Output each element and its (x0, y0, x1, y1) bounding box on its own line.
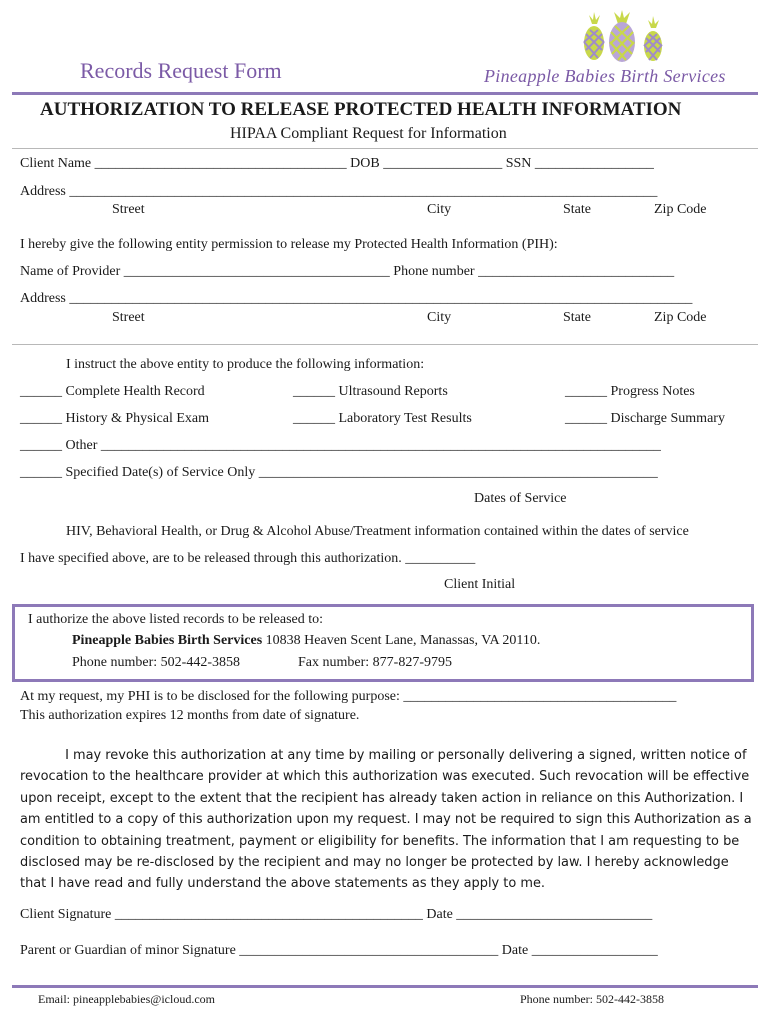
recipient-phone: Phone number: 502-442-3858 (72, 655, 240, 670)
client-signature-line[interactable]: Client Signature ____________________________________________ Date ____________________________ (20, 907, 653, 922)
client-address-line[interactable]: Address ____________________________________________________________________________________ (20, 184, 658, 199)
option-complete-record[interactable]: ______ Complete Health Record (20, 384, 205, 399)
guardian-signature-line[interactable]: Parent or Guardian of minor Signature _____________________________________ Date __________________ (20, 943, 658, 958)
purpose-line[interactable]: At my request, my PHI is to be disclosed for the following purpose: _______________________________________ (20, 689, 677, 704)
option-discharge-summary[interactable]: ______ Discharge Summary (565, 411, 725, 426)
title-rule (12, 148, 758, 149)
revoke-line: am entitled to a copy of this authorization upon my request. I may not be required to sign this Authorization as a (20, 812, 752, 828)
hiv-text-line2[interactable]: I have specified above, are to be released through this authorization. __________ (20, 551, 476, 566)
footer-phone: Phone number: 502-442-3858 (520, 992, 664, 1006)
pineapple-right-icon (644, 16, 662, 61)
revoke-line: revocation to the healthcare provider at which this authorization was executed. Such revocation will be effective (20, 769, 750, 785)
client-street-label: Street (112, 202, 145, 217)
recipient-address: 10838 Heaven Scent Lane, Manassas, VA 20110. (262, 633, 541, 648)
option-specified-dates[interactable]: ______ Specified Date(s) of Service Only _________________________________________________________ (20, 465, 658, 480)
hiv-text-line1: HIV, Behavioral Health, or Drug & Alcohol Abuse/Treatment information contained within the dates of service (66, 524, 689, 539)
footer-rule (12, 985, 758, 988)
client-zip-label: Zip Code (654, 202, 707, 217)
provider-street-label: Street (112, 310, 145, 325)
pineapple-left-icon (584, 12, 604, 60)
option-progress-notes[interactable]: ______ Progress Notes (565, 384, 695, 399)
authorize-intro: I authorize the above listed records to be released to: (28, 612, 324, 627)
page-subtitle: HIPAA Compliant Request for Information (230, 125, 507, 142)
client-name-line[interactable]: Client Name ____________________________________ DOB _________________ SSN _________________ (20, 156, 654, 171)
provider-rule (12, 344, 758, 345)
revoke-line: condition to obtaining treatment, payment or eligibility for benefits. The information that I am requesting to be (20, 833, 740, 849)
authorize-recipient (72, 633, 540, 649)
footer-email: Email: pineapplebabies@icloud.com (38, 992, 215, 1006)
revoke-line: upon receipt, except to the extent that the recipient has already taken action in reliance on this Authorization. I (20, 790, 744, 806)
pineapples-logo (580, 10, 666, 64)
revocation-paragraph (20, 745, 767, 895)
pineapple-center-icon (609, 10, 635, 62)
dates-of-service-label: Dates of Service (474, 491, 567, 506)
provider-name-line[interactable]: Name of Provider ______________________________________ Phone number ____________________________ (20, 264, 675, 279)
revoke-line: that I have read and fully understand the above statements as they apply to me. (20, 876, 546, 892)
option-lab-results[interactable]: ______ Laboratory Test Results (293, 411, 472, 426)
option-ultrasound[interactable]: ______ Ultrasound Reports (293, 384, 448, 399)
header-rule (12, 92, 758, 95)
recipient-fax: Fax number: 877-827-9795 (298, 655, 452, 670)
brand-name: Pineapple Babies Birth Services (484, 66, 726, 86)
client-initial-label: Client Initial (444, 577, 516, 592)
form-title: Records Request Form (80, 58, 282, 83)
client-city-label: City (427, 202, 452, 217)
client-state-label: State (563, 202, 591, 217)
option-history-physical[interactable]: ______ History & Physical Exam (20, 411, 209, 426)
revoke-line: I may revoke this authorization at any time by mailing or personally delivering a signed, written notice of (65, 748, 747, 763)
provider-city-label: City (427, 310, 452, 325)
expires-text: This authorization expires 12 months from date of signature. (20, 708, 360, 723)
option-other[interactable]: ______ Other ________________________________________________________________________________ (20, 438, 661, 453)
revoke-line: disclosed may be re-disclosed by the recipient and may no longer be protected by law. I hereby acknowledge (20, 855, 729, 871)
provider-address-line[interactable]: Address _________________________________________________________________________________________ (20, 291, 693, 306)
provider-zip-label: Zip Code (654, 310, 707, 325)
provider-state-label: State (563, 310, 591, 325)
recipient-org: Pineapple Babies Birth Services (72, 633, 263, 648)
page-title: AUTHORIZATION TO RELEASE PROTECTED HEALTH INFORMATION (40, 99, 682, 120)
instruct-text: I instruct the above entity to produce the following information: (66, 357, 425, 372)
permission-text: I hereby give the following entity permission to release my Protected Health Information (PIH): (20, 237, 558, 252)
